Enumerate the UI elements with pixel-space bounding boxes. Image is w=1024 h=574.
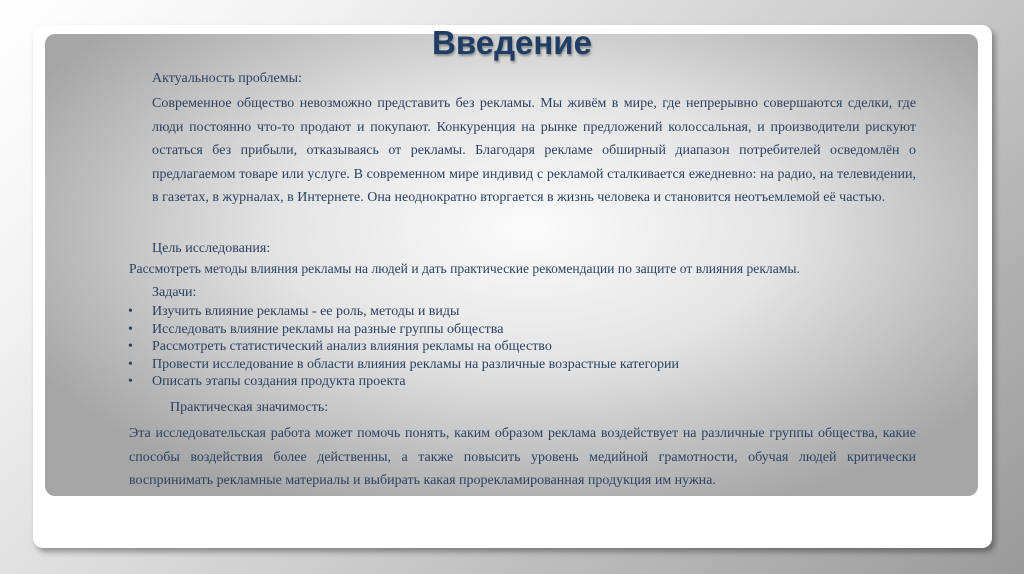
task-item: • Описать этапы создания продукта проекта: [128, 374, 406, 390]
bullet-icon: •: [128, 304, 133, 319]
significance-heading: Практическая значимость:: [170, 400, 329, 415]
tasks-heading: Задачи:: [152, 285, 197, 300]
task-item: • Исследовать влияние рекламы на разные группы общества: [128, 321, 504, 337]
task-item: • Провести исследование в области влияния рекламы на различные возрастные категории: [128, 356, 680, 372]
bullet-icon: •: [128, 356, 133, 372]
task-item: • Изучить влияние рекламы - ее роль, методы и виды: [128, 304, 460, 319]
significance-text: Эта исследовательская работа может помочь понять, каким образом реклама воздействует на различные группы общества, какие способы воздействия более действенны, а также повысить уровень медийной грамотности, обучая людей критически воспринимать рекламные материалы и выбирать какая прорекламированная продукция им нужна.: [129, 426, 916, 489]
relevance-text: Современное общество невозможно представить без рекламы. Мы живём в мире, где непрерывно совершаются сделки, где люди постоянно что-то продают и покупают. Конкуренция на рынке предложений колоссальная, и производители рискуют остаться без прибыли, отказываясь от рекламы. Благодаря рекламе обширный диапазон потребителей осведомлён о предлагаемом товаре или услуге. В современном мире индивид с рекламой сталкивается ежедневно: на радио, на телевидении, в газетах, в журналах, в Интернете. Она неоднократно вторгается в жизнь человека и становится неотъемлемой её частью.: [152, 96, 916, 206]
bullet-icon: •: [128, 339, 133, 355]
goal-text: Рассмотреть методы влияния рекламы на людей и дать практические рекомендации по защите от влияния рекламы.: [129, 261, 800, 276]
relevance-heading: Актуальность проблемы:: [152, 71, 302, 86]
bullet-icon: •: [128, 321, 133, 337]
bullet-icon: •: [128, 374, 133, 390]
task-item: • Рассмотреть статистический анализ влияния рекламы на общество: [128, 339, 552, 355]
slide-title: Введение: [432, 24, 592, 61]
goal-heading: Цель исследования:: [152, 241, 271, 256]
tasks-list: [128, 303, 679, 391]
